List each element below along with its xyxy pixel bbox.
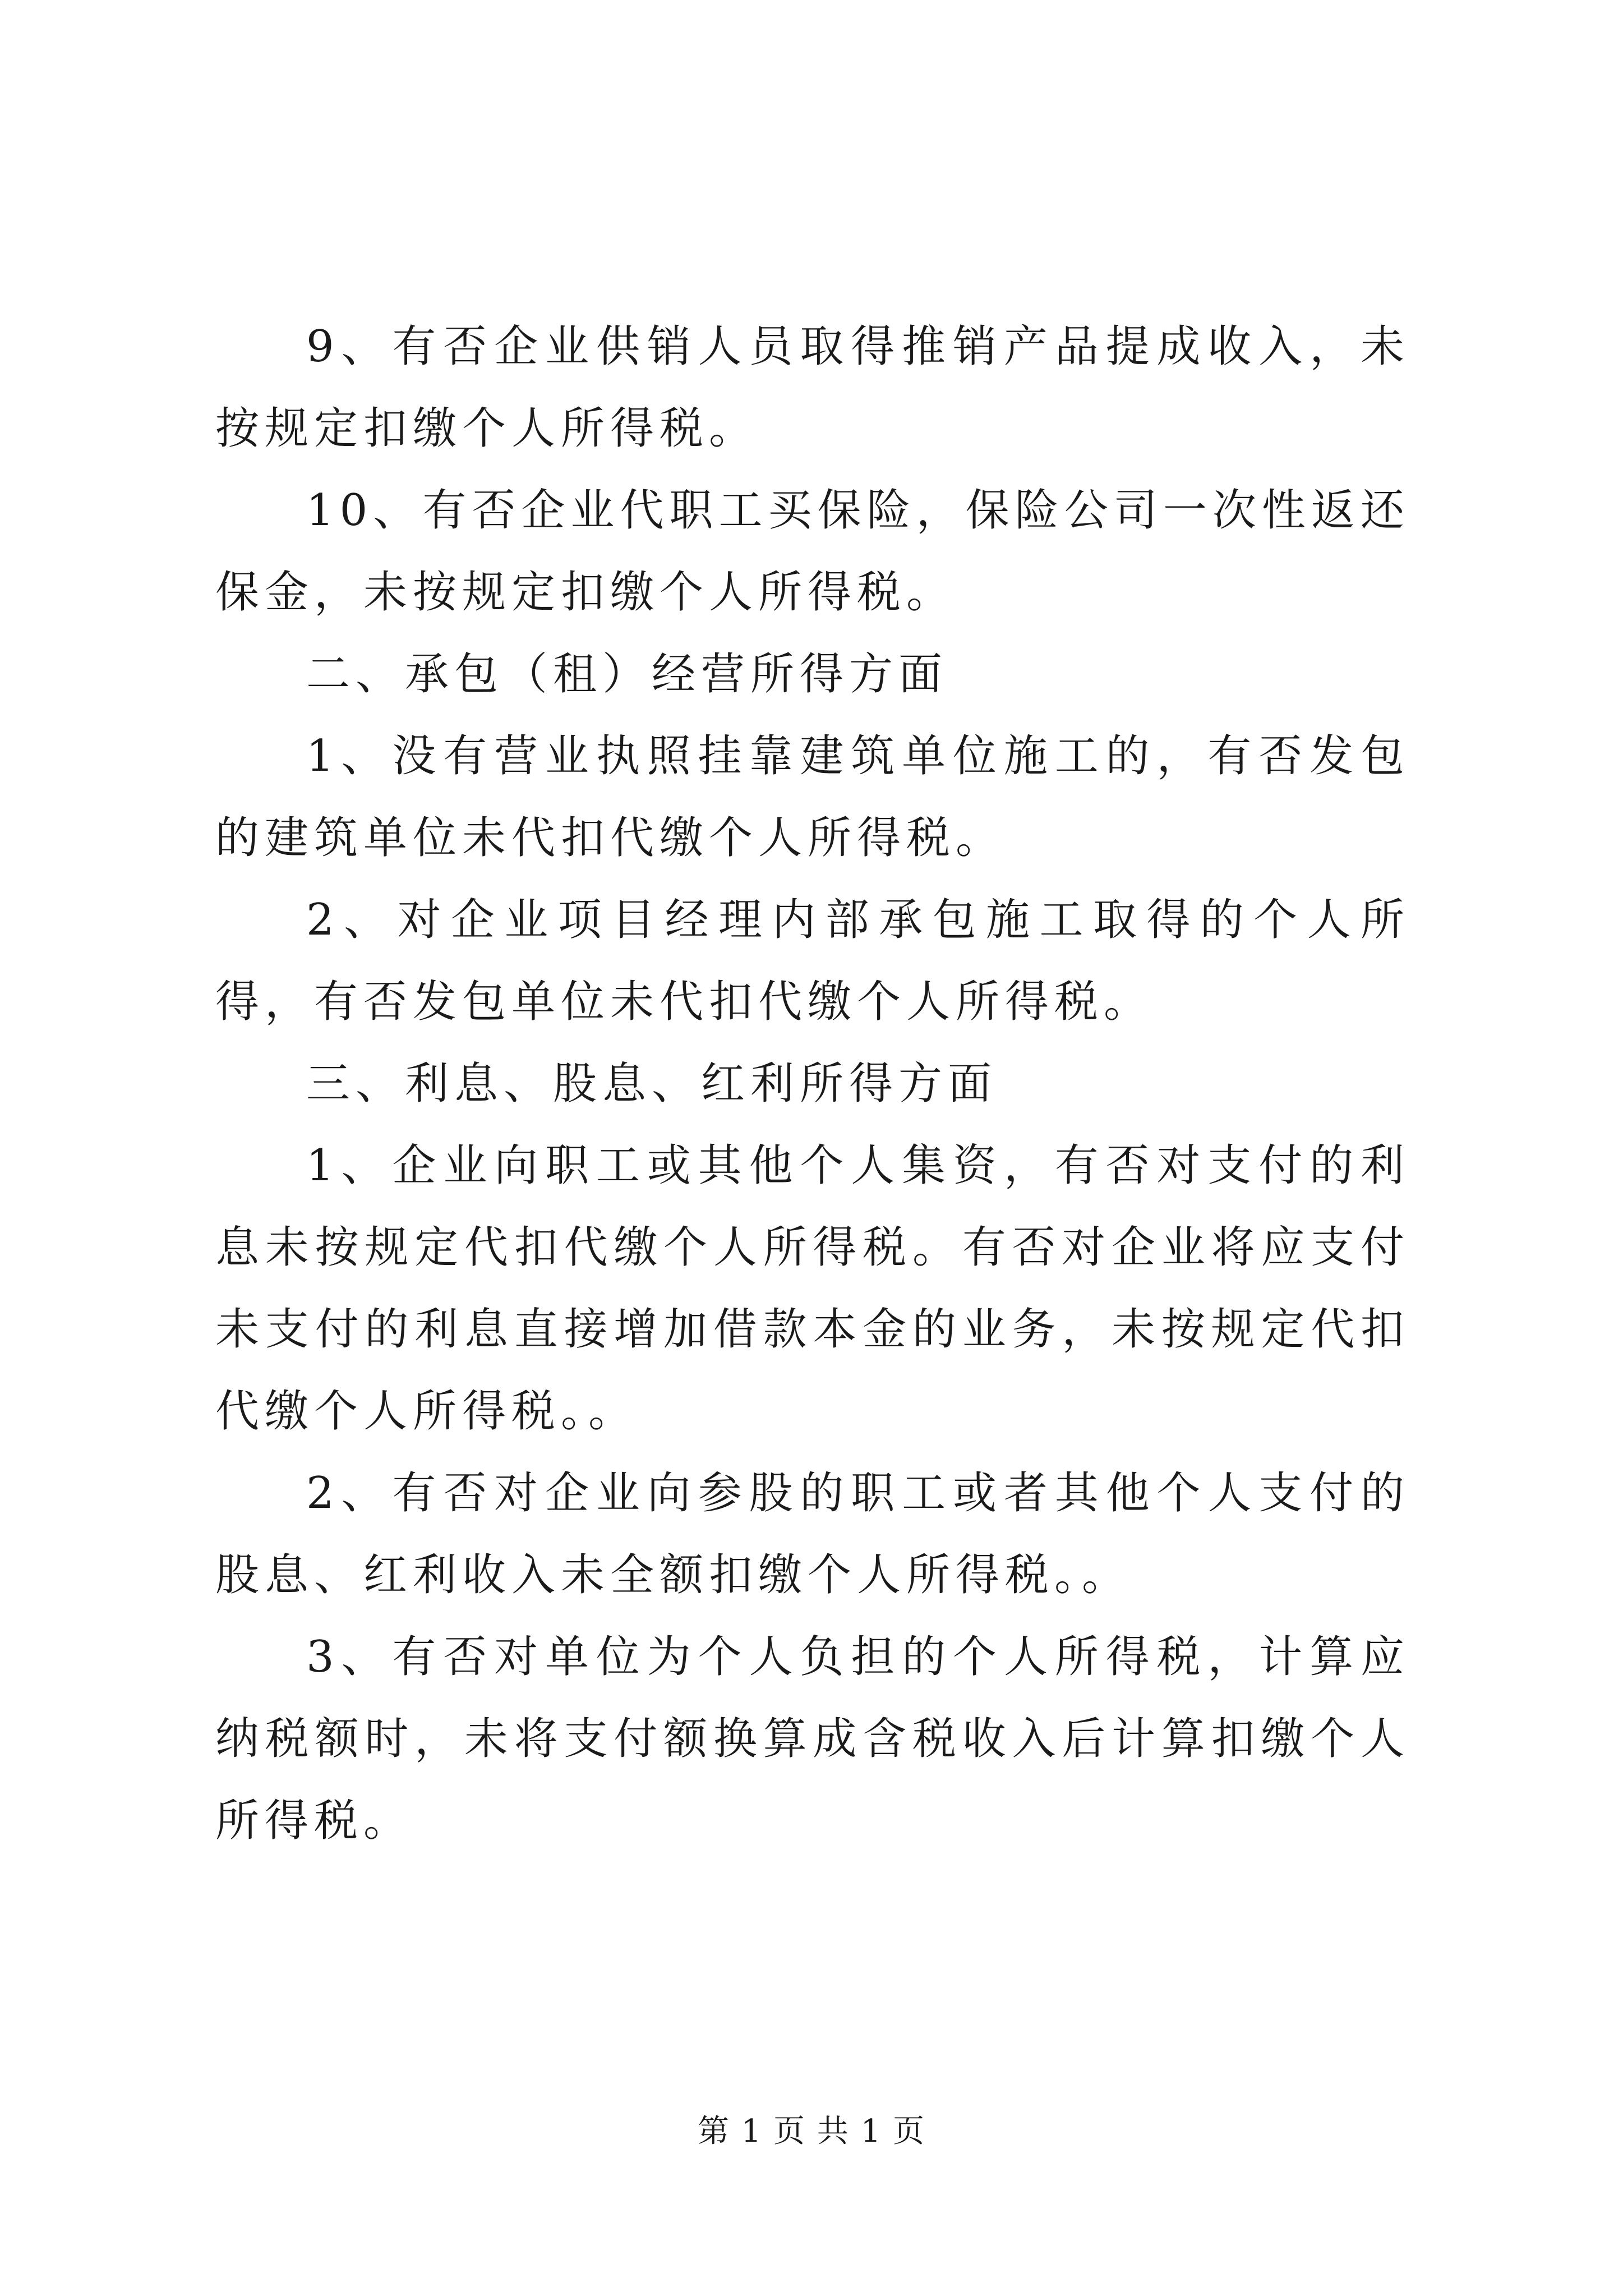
paragraph-interest-item-2: 2、有否对企业向参股的职工或者其他个人支付的股息、红利收入未全额扣缴个人所得税。。 (215, 1468, 1410, 1600)
paragraph-interest-item-1: 1、企业向职工或其他个人集资，有否对支付的利息未按规定代扣代缴个人所得税。有否对企业将应支付未支付的利息直接增加借款本金的业务，未按规定代扣代缴个人所得税。。 (215, 1140, 1410, 1437)
paragraph-item-9: 9、有否企业供销人员取得推销产品提成收入，未按规定扣缴个人所得税。 (215, 321, 1410, 454)
paragraph-contract-item-1: 1、没有营业执照挂靠建筑单位施工的，有否发包的建筑单位未代扣代缴个人所得税。 (215, 731, 1410, 863)
section-heading-contract-income: 二、承包（租）经营所得方面 (306, 649, 948, 700)
paragraph-contract-item-2: 2、对企业项目经理内部承包施工取得的个人所得，有否发包单位未代扣代缴个人所得税。 (215, 895, 1410, 1027)
paragraph-item-10: 10、有否企业代职工买保险，保险公司一次性返还保金，未按规定扣缴个人所得税。 (215, 485, 1410, 618)
document-body (215, 306, 1410, 1862)
paragraph-interest-item-3: 3、有否对单位为个人负担的个人所得税，计算应纳税额时，未将支付额换算成含税收入后计算扣缴个人所得税。 (215, 1632, 1410, 1846)
section-heading-interest-dividend: 三、利息、股息、红利所得方面 (306, 1059, 998, 1109)
page-footer: 第 1 页 共 1 页 (697, 2113, 926, 2150)
